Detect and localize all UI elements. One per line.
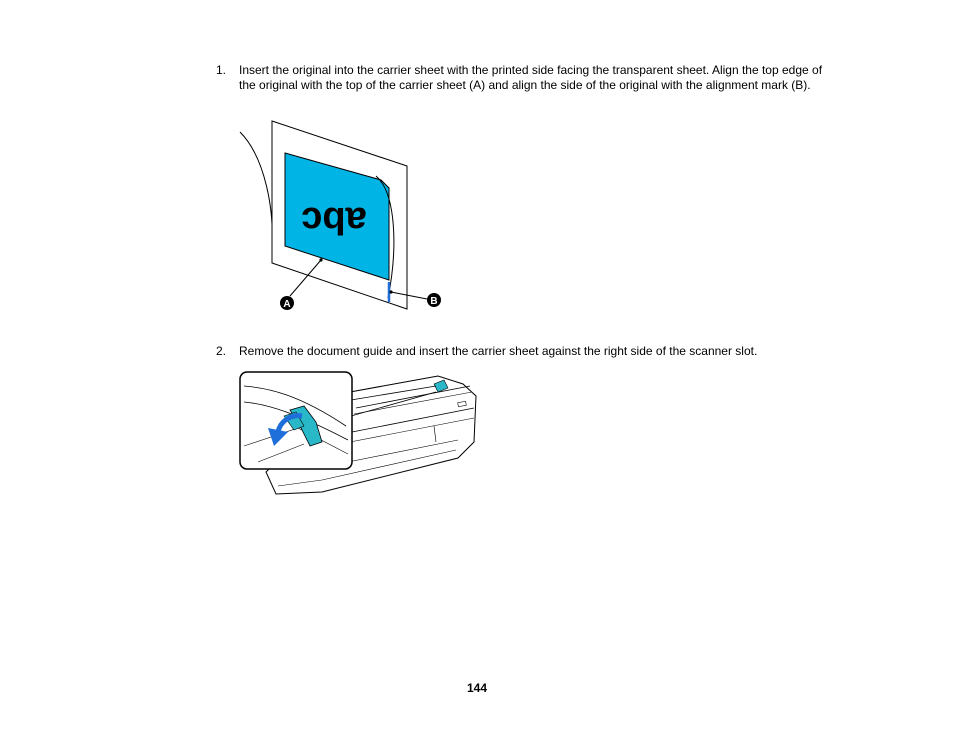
mirrored-text: abc [301,199,367,241]
step-number: 1. [216,63,227,77]
callout-b-dot [389,290,392,293]
step-number: 2. [216,344,227,358]
carrier-sheet-flap [240,132,272,243]
callout-a-label: A [283,299,291,310]
scanner-illustration [238,370,480,498]
step-text: Insert the original into the carrier sheet with the printed side facing the transparent sheet. Align the top edge of the original with the top of the carrier sheet (A) and align the side of the original with the alignment mark (B). [239,63,823,92]
callout-a-dot [319,258,322,261]
callout-b-label: B [430,296,438,307]
page-number: 144 [466,681,488,695]
carrier-sheet-illustration [236,118,446,318]
step-text: Remove the document guide and insert the carrier sheet against the right side of the scanner slot. [239,344,758,358]
